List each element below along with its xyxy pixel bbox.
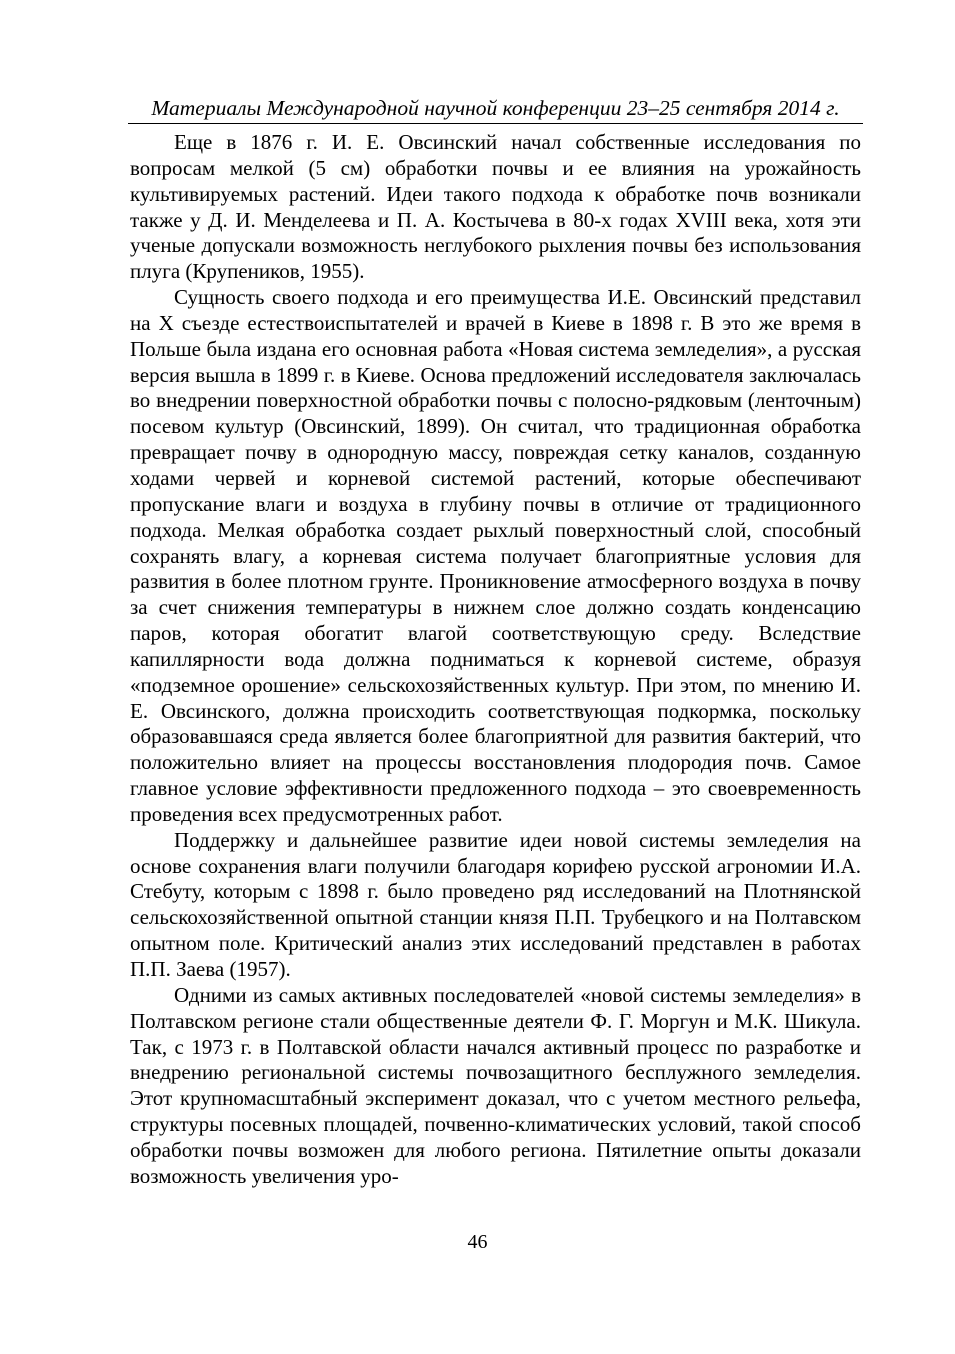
paragraph-1: Еще в 1876 г. И. Е. Овсинский начал собственные исследования по вопросам мелкой (5 см) обработки почвы и ее влияния на урожайность культивируемых растений. Идеи такого подхода к обработке почв возникали также у Д. И. Менделеева и П. А. Костычева в 80-х годах XVIII века, хотя эти ученые допускали возможность неглубокого рыхления почвы без использования плуга (Крупеников, 1955).: [130, 130, 861, 284]
running-header: Материалы Международной научной конференции 23–25 сентября 2014 г.: [128, 94, 863, 124]
page-number: 46: [467, 1231, 488, 1253]
paragraph-2: Сущность своего подхода и его преимущества И.Е. Овсинский представил на X съезде естествоиспытателей и врачей в Киеве в 1898 г. В это же время в Польше была издана его основная работа «Новая система земледелия», а русская версия вышла в 1899 г. в Киеве. Основа предложений исследователя заключалась во внедрении поверхностной обработки почвы с полосно-рядковым (ленточным) посевом культур (Овсинский, 1899). Он считал, что традиционная обработка превращает почву в однородную массу, повреждая сетку каналов, созданную ходами червей и корневой системой растений, которые обеспечивают пропускание влаги и воздуха в глубину почвы в отличие от традиционного подхода. Мелкая обработка создает рыхлый поверхностный слой, способный сохранять влагу, а корневая система получает благоприятные условия для развития в более плотном грунте. Проникновение атмосферного воздуха в почву за счет снижения температуры в нижнем слое должно создать конденсацию паров, которая обогатит влагой соответствующую среду. Вследствие капиллярности вода должна подниматься к корневой системе, образуя «подземное орошение» сельскохозяйственных культур. При этом, по мнению И. Е. Овсинского, должна происходить соответствующая подкормка, поскольку образовавшаяся среда является более благоприятной для развития бактерий, что положительно влияет на процессы восстановления плодородия почв. Самое главное условие эффективности предложенного подхода – это своевременность проведения всех предусмотренных работ.: [130, 285, 861, 826]
paragraph-3: Поддержку и дальнейшее развитие идеи новой системы земледелия на основе сохранения влаги получили благодаря корифею русской агрономии И.А. Стебуту, которым с 1898 г. было проведено ряд исследований на Плотнянской сельскохозяйственной опытной станции князя П.П. Трубецкого и на Полтавском опытном поле. Критический анализ этих исследований представлен в работах П.П. Заева (1957).: [130, 827, 861, 981]
body-text: [130, 130, 861, 1190]
paragraph-4: Одними из самых активных последователей «новой системы земледелия» в Полтавском регионе стали общественные деятели Ф. Г. Моргун и М.К. Шикула. Так, с 1973 г. в Полтавской области начался активный процесс по разработке и внедрению региональной системы почвозащитного бесплужного земледелия. Этот крупномасштабный эксперимент доказал, что с учетом местного рельефа, структуры посевных площадей, почвенно-климатических условий, такой способ обработки почвы возможен для любого региона. Пятилетние опыты доказали возможность увеличения уро-: [130, 982, 861, 1188]
